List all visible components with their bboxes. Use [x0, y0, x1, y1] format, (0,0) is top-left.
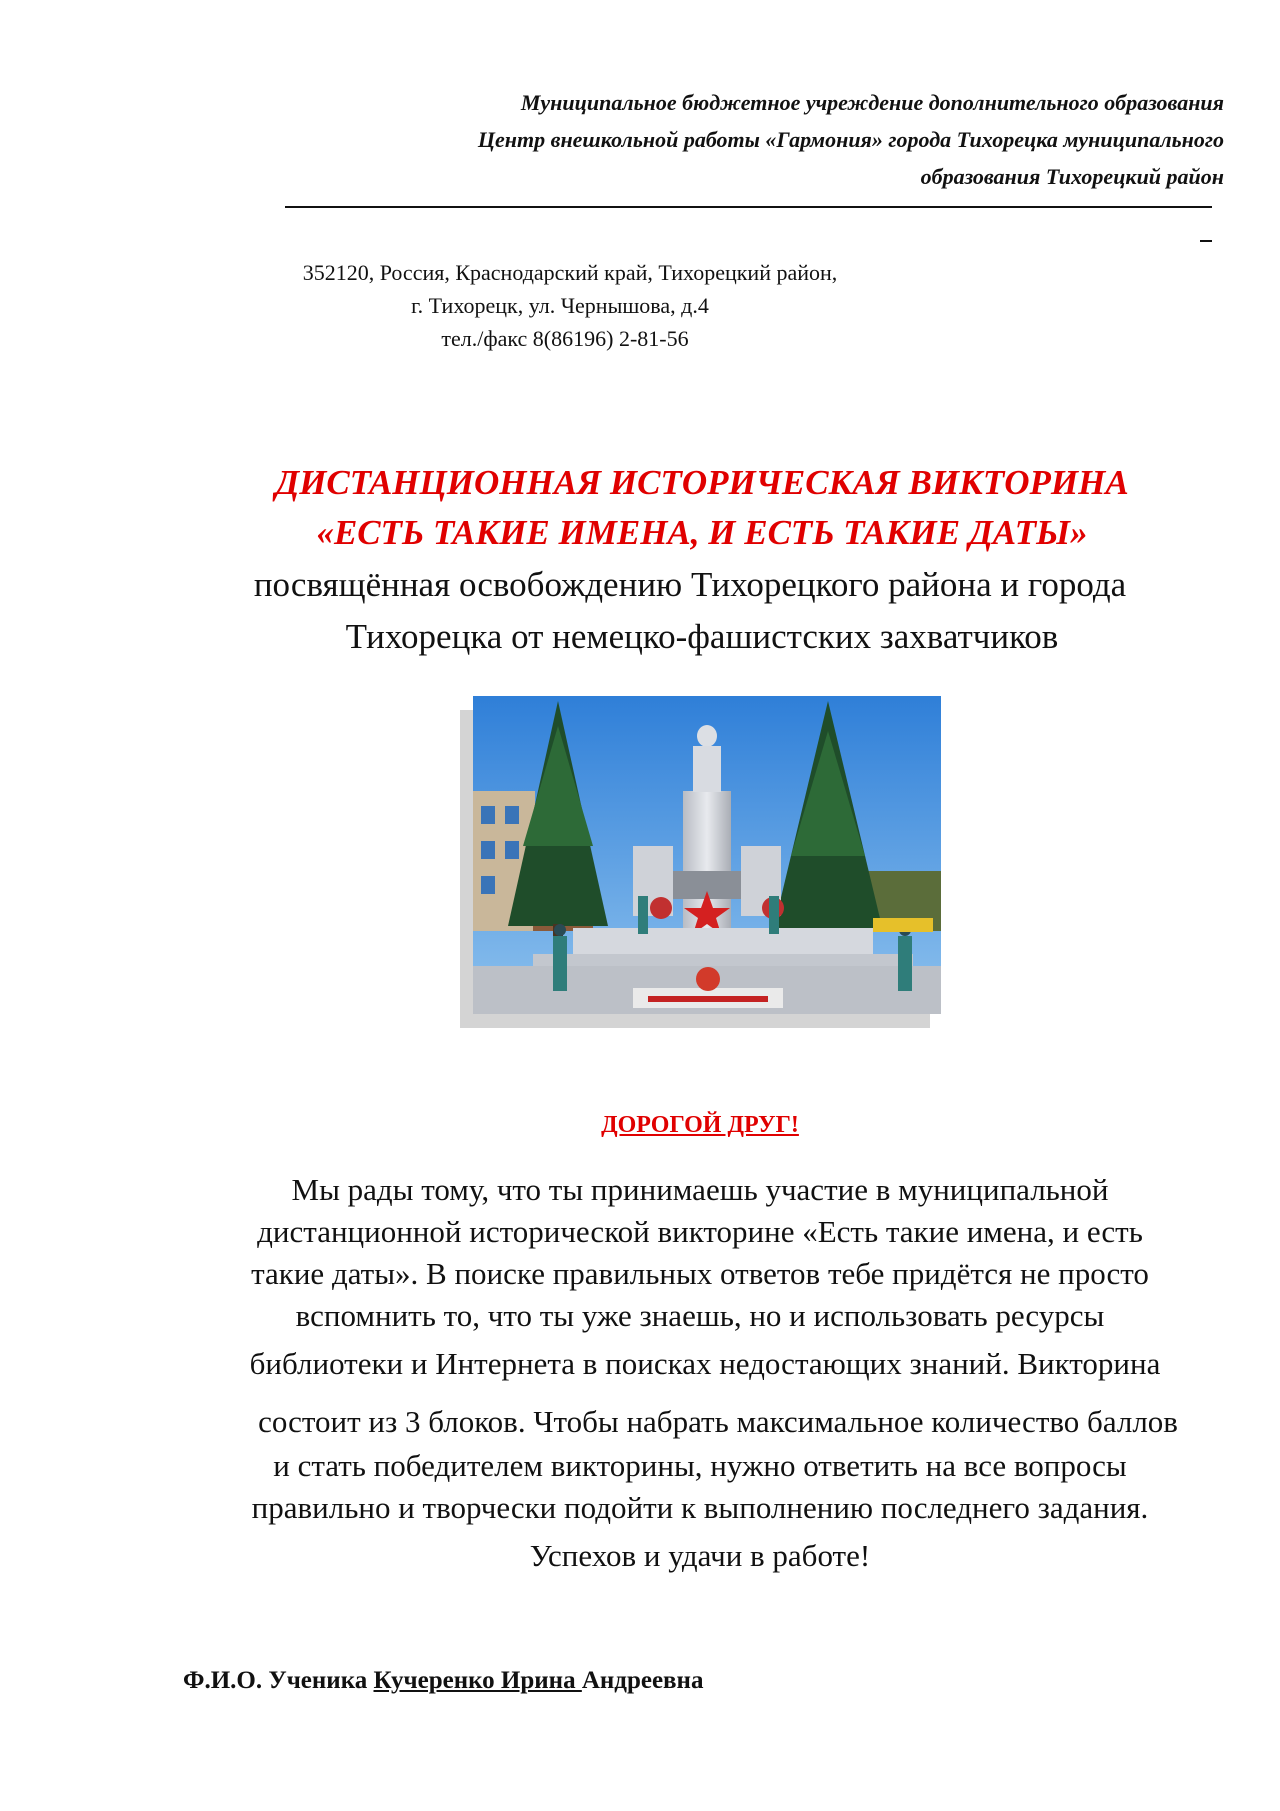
org-name-line-2: Центр внешкольной работы «Гармония» города Тихорецка муниципального: [477, 127, 1224, 152]
address-line-1: 352120, Россия, Краснодарский край, Тихорецкий район,: [302, 260, 838, 285]
student-patronymic: Андреевна: [581, 1667, 704, 1694]
body-line-8: правильно и творчески подойти к выполнению последнего задания.: [251, 1490, 1149, 1525]
body-line-5: библиотеки и Интернета в поисках недостающих знаний. Викторина: [249, 1346, 1161, 1381]
org-name-line-3: образования Тихорецкий район: [920, 164, 1224, 189]
header-dash: [1200, 240, 1212, 242]
student-label: Ф.И.О. Ученика: [183, 1667, 374, 1694]
body-line-4: вспомнить то, что ты уже знаешь, но и использовать ресурсы: [295, 1298, 1105, 1333]
quiz-title-line-2: «ЕСТЬ ТАКИЕ ИМЕНА, И ЕСТЬ ТАКИЕ ДАТЫ»: [316, 513, 1088, 552]
header-rule: [285, 206, 1212, 208]
org-name-line-1: Муниципальное бюджетное учреждение дополнительного образования: [520, 90, 1224, 115]
student-name: Кучеренко Ирина: [373, 1667, 582, 1694]
body-line-6: состоит из 3 блоков. Чтобы набрать максимальное количество баллов: [258, 1404, 1178, 1439]
body-line-3: такие даты». В поиске правильных ответов тебе придётся не просто: [251, 1256, 1149, 1291]
body-line-7: и стать победителем викторины, нужно ответить на все вопросы: [273, 1448, 1127, 1483]
quiz-subtitle-line-2: Тихорецка от немецко-фашистских захватчиков: [345, 617, 1059, 656]
memorial-photo: [473, 696, 941, 1014]
body-line-1: Мы рады тому, что ты принимаешь участие в муниципальной: [291, 1172, 1109, 1207]
body-line-9: Успехов и удачи в работе!: [529, 1538, 871, 1573]
greeting: ДОРОГОЙ ДРУГ!: [601, 1112, 799, 1138]
student-name-line: [183, 1667, 703, 1695]
quiz-title-line-1: ДИСТАНЦИОННАЯ ИСТОРИЧЕСКАЯ ВИКТОРИНА: [275, 463, 1129, 502]
body-line-2: дистанционной исторической викторине «Есть такие имена, и есть: [257, 1214, 1143, 1249]
address-line-2: г. Тихорецк, ул. Чернышова, д.4: [411, 293, 709, 318]
address-line-3: тел./факс 8(86196) 2-81-56: [441, 326, 689, 351]
quiz-subtitle-line-1: посвящённая освобождению Тихорецкого района и города: [253, 565, 1127, 604]
